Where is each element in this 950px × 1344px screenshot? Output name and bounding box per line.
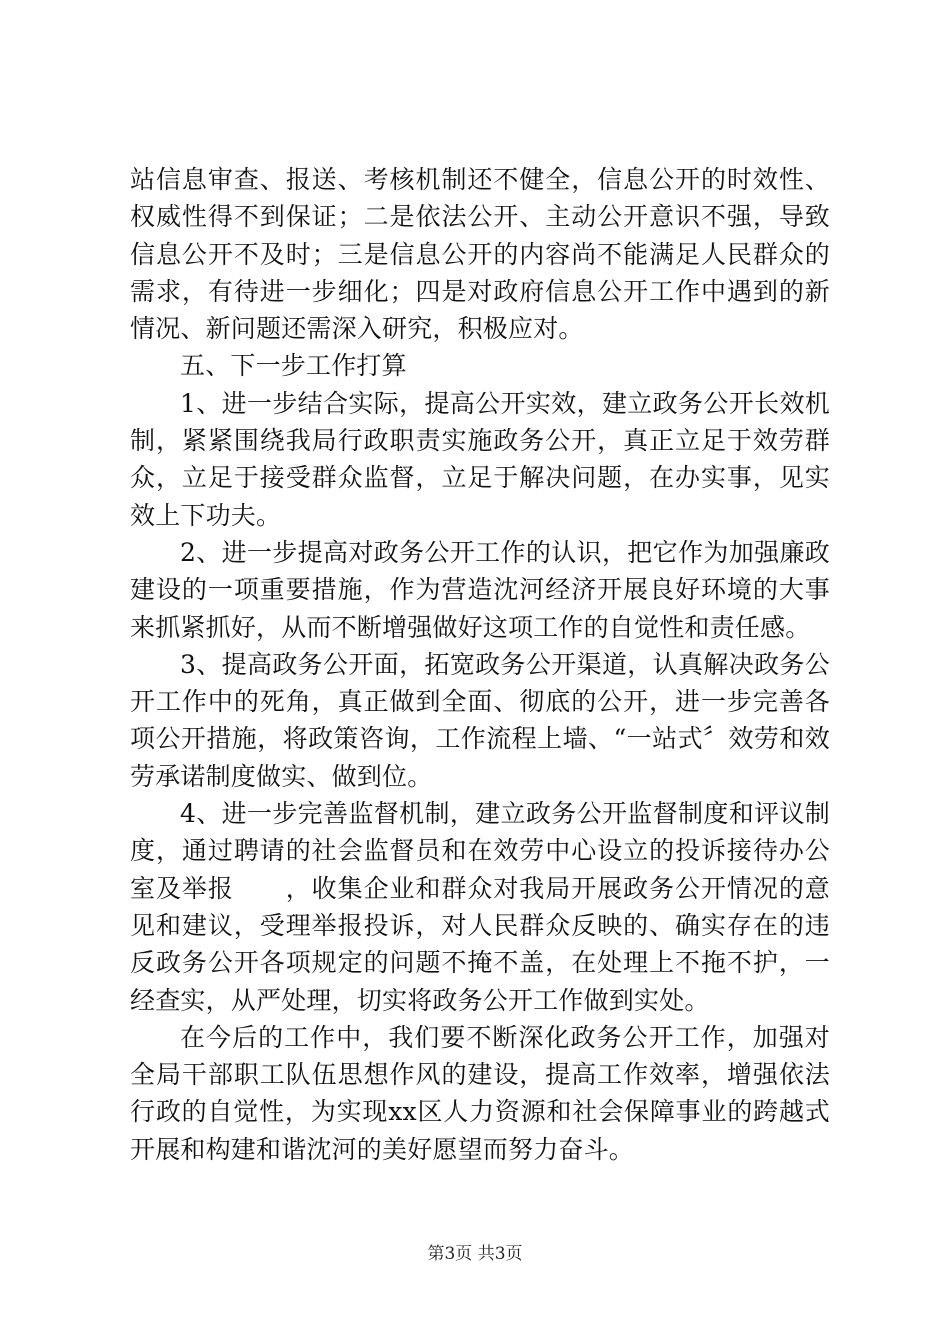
paragraph-item-1: 1、进一步结合实际，提高公开实效，建立政务公开长效机制，紧紧围绕我局行政职责实施政务公开，真正立足于效劳群众，立足于接受群众监督，立足于解决问题，在办实事，见实效上下功夫。 — [130, 388, 830, 530]
paragraph-conclusion: 在今后的工作中，我们要不断深化政务公开工作，加强对全局干部职工队伍思想作风的建设，提高工作效率，增强依法行政的自觉性，为实现xx区人力资源和社会保障事业的跨越式开展和构建和谐沈河的美好愿望而努力奋斗。 — [130, 1022, 830, 1164]
paragraph-item-3: 3、提高政务公开面，拓宽政务公开渠道，认真解决政务公开工作中的死角，真正做到全面、彻底的公开，进一步完善各项公开措施，将政策咨询，工作流程上墙、“一站式〞效劳和效劳承诺制度做实、做到位。 — [130, 649, 830, 791]
page-footer: 第3页 共3页 — [427, 1244, 523, 1264]
paragraph-item-2: 2、进一步提高对政务公开工作的认识，把它作为加强廉政建设的一项重要措施，作为营造沈河经济开展良好环境的大事来抓紧抓好，从而不断增强做好这项工作的自觉性和责任感。 — [130, 537, 830, 642]
paragraph-continued: 站信息审查、报送、考核机制还不健全，信息公开的时效性、权威性得不到保证；二是依法公开、主动公开意识不强，导致信息公开不及时；三是信息公开的内容尚不能满足人民群众的需求，有待进一步细化；四是对政府信息公开工作中遇到的新情况、新问题还需深入研究，积极应对。 — [130, 165, 830, 344]
document-body — [130, 161, 830, 1168]
section-heading: 五、下一步工作打算 — [180, 351, 407, 381]
paragraph-item-4: 4、进一步完善监督机制，建立政务公开监督制度和评议制度，通过聘请的社会监督员和在效劳中心设立的投诉接待办公室及举报 ，收集企业和群众对我局开展政务公开情况的意见和建议，受理举报投诉，对人民群众反映的、确实存在的违反政务公开各项规定的问题不掩不盖，在处理上不拖不护，一经查实，从严处理，切实将政务公开工作做到实处。 — [130, 799, 830, 1015]
